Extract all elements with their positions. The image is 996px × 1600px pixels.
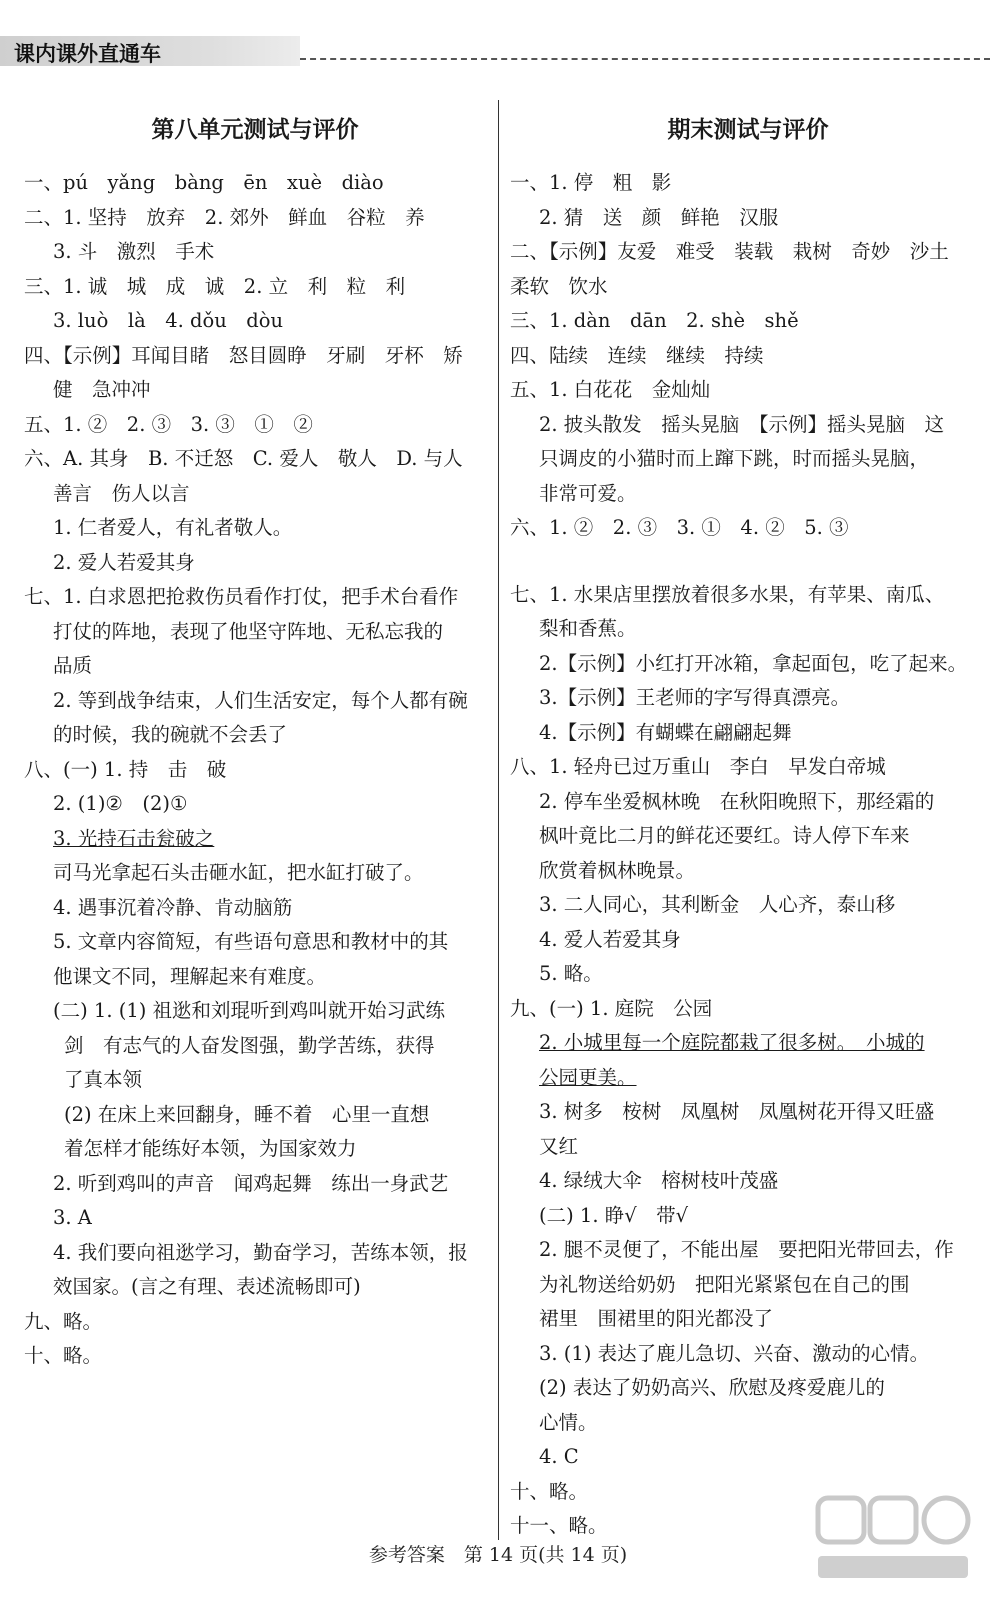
answer-line: 为礼物送给奶奶 把阳光紧紧包在自己的围 [539, 1272, 910, 1296]
answer-line: 2.【示例】小红打开冰箱，拿起面包，吃了起来。 [539, 651, 968, 675]
answer-line: 3.【示例】王老师的字写得真漂亮。 [539, 686, 851, 709]
column-divider [498, 100, 499, 1540]
answer-line: 公园更美。 [539, 1065, 637, 1089]
answer-line: 五、1. 白花花 金灿灿 [510, 378, 711, 401]
answer-line: 二、【示例】友爱 难受 装载 栽树 奇妙 沙土 [510, 240, 949, 263]
answer-line: 他课文不同，理解起来有难度。 [53, 964, 327, 988]
answer-line: 一、pú yǎng bàng ēn xuè diào [24, 171, 384, 194]
left-answer-list [24, 166, 486, 1374]
answer-line: 三、1. 诚 城 成 诚 2. 立 利 粒 利 [24, 274, 406, 298]
answer-line: 只调皮的小猫时而上蹿下跳，时而摇头晃脑， [539, 447, 930, 470]
answer-line: 十、略。 [24, 1344, 103, 1367]
answer-line: (2) 表达了奶奶高兴、欣慰及疼爱鹿儿的 [539, 1376, 885, 1399]
answer-line: 2. 猜 送 颜 鲜艳 汉服 [539, 205, 779, 229]
answer-line: 五、1. ② 2. ③ 3. ③ ① ② [24, 412, 313, 436]
left-column [24, 110, 486, 1374]
answer-line: 非常可爱。 [539, 481, 637, 505]
answer-line: 梨和香蕉。 [539, 617, 637, 640]
answer-line: 4. 遇事沉着冷静、肯动脑筋 [53, 895, 293, 919]
answer-line: 效国家。(言之有理、表述流畅即可) [53, 1275, 361, 1298]
book-title: 课内课外直通车 [14, 42, 161, 66]
right-column [510, 110, 986, 1544]
answer-line: (2) 在床上来回翻身，睡不着 心里一直想 [64, 1102, 430, 1126]
answer-line: 3. luò là 4. dǒu dòu [53, 309, 284, 332]
answer-line: 2. 等到战争结束，人们生活安定，每个人都有碗 [53, 688, 468, 712]
answer-line: 的时候，我的碗就不会丢了 [53, 723, 288, 746]
answer-line: 3. 二人同心，其利断金 人心齐，泰山移 [539, 893, 896, 916]
answer-line: 4. C [539, 1445, 579, 1468]
answer-line: 4. 我们要向祖逖学习，勤奋学习，苦练本领，报 [53, 1240, 468, 1264]
answer-line: 八、1. 轻舟已过万重山 李白 早发白帝城 [510, 755, 886, 778]
right-answer-list [510, 166, 986, 1544]
answer-line: 九、略。 [24, 1309, 103, 1333]
answer-line: (二) 1. 睁√ 带√ [539, 1203, 689, 1227]
answer-line: 1. 仁者爱人，有礼者敬人。 [53, 516, 293, 539]
answer-line: 三、1. dàn dān 2. shè shě [510, 309, 799, 332]
answer-line: 2. 腿不灵便了，不能出屋 要把阳光带回去，作 [539, 1238, 954, 1261]
answer-line: 了真本领 [64, 1068, 143, 1091]
page-footer: 参考答案 第 14 页(共 14 页) [368, 1544, 628, 1566]
answer-line: 善言 伤人以言 [53, 481, 190, 505]
answer-line: 5. 略。 [539, 962, 603, 985]
answer-line: 剑 有志气的人奋发图强，勤学苦练，获得 [64, 1033, 435, 1057]
answer-line: 九、(一) 1. 庭院 公园 [510, 996, 713, 1020]
page-header [0, 36, 996, 66]
answer-line: 打仗的阵地，表现了他坚守阵地、无私忘我的 [53, 619, 444, 643]
header-dashed-rule [300, 58, 990, 60]
answer-line: 十、略。 [510, 1479, 589, 1503]
answer-line: 七、1. 水果店里摆放着很多水果，有苹果、南瓜、 [510, 582, 945, 606]
answer-line: 4. 爱人若爱其身 [539, 927, 681, 951]
answer-line: 司马光拿起石头击砸水缸，把水缸打破了。 [53, 861, 424, 884]
answer-line: 2. 听到鸡叫的声音 闻鸡起舞 练出一身武艺 [53, 1171, 449, 1195]
answer-line: 3. 斗 激烈 手术 [53, 240, 215, 263]
answer-line: 3. 光持石击瓮破之 [53, 826, 215, 850]
answer-line: (二) 1. (1) 祖逖和刘琨听到鸡叫就开始习武练 [53, 999, 446, 1022]
answer-line: 心情。 [539, 1410, 598, 1434]
answer-line: 十一、略。 [510, 1514, 608, 1537]
answer-line: 2. 披头散发 摇头晃脑 【示例】摇头晃脑 这 [539, 412, 945, 436]
answer-line: 七、1. 白求恩把抢救伤员看作打仗，把手术台看作 [24, 585, 459, 608]
answer-line: 3. 树多 桉树 凤凰树 凤凰树花开得又旺盛 [539, 1100, 935, 1123]
answer-line: 八、(一) 1. 持 击 破 [24, 757, 227, 781]
answer-line: 六、1. ② 2. ③ 3. ① 4. ② 5. ③ [510, 516, 849, 539]
answer-line: 六、A. 其身 B. 不迁怒 C. 爱人 敬人 D. 与人 [24, 447, 463, 470]
answer-line: 一、1. 停 粗 影 [510, 171, 672, 194]
answer-line: 柔软 饮水 [510, 274, 608, 298]
answer-line: 裙里 围裙里的阳光都没了 [539, 1307, 774, 1330]
answer-line: 着怎样才能练好本领，为国家效力 [64, 1137, 357, 1160]
answer-line: 3. A [53, 1206, 92, 1229]
answer-line: 2. 停车坐爱枫林晚 在秋阳晚照下，那经霜的 [539, 789, 935, 813]
answer-line: 品质 [53, 654, 93, 677]
answer-line: 2. 爱人若爱其身 [53, 550, 195, 574]
answer-line: 2. 小城里每一个庭院都栽了很多树。 小城的 [539, 1031, 925, 1054]
answer-line: 健 急冲冲 [53, 378, 151, 401]
answer-line: 3. (1) 表达了鹿儿急切、兴奋、激动的心情。 [539, 1341, 930, 1365]
answer-line: 枫叶竟比二月的鲜花还要红。诗人停下车来 [539, 824, 910, 847]
answer-line: 欣赏着枫林晚景。 [539, 858, 696, 882]
answer-line: 2. (1)② (2)① [53, 792, 188, 815]
answer-line: 又红 [539, 1134, 579, 1158]
answer-line: 4. 绿绒大伞 榕树枝叶茂盛 [539, 1169, 779, 1192]
answer-line: 二、1. 坚持 放弃 2. 郊外 鲜血 谷粒 养 [24, 205, 425, 229]
answer-line [510, 546, 986, 578]
answer-line: 四、【示例】耳闻目睹 怒目圆睁 牙刷 牙杯 矫 [24, 343, 463, 367]
answer-line: 4.【示例】有蝴蝶在翩翩起舞 [539, 720, 792, 744]
right-column-title: 期末测试与评价 [667, 117, 829, 143]
left-column-title: 第八单元测试与评价 [151, 117, 359, 143]
answer-line: 四、陆续 连续 继续 持续 [510, 343, 764, 367]
answer-line: 5. 文章内容简短，有些语句意思和教材中的其 [53, 930, 449, 953]
